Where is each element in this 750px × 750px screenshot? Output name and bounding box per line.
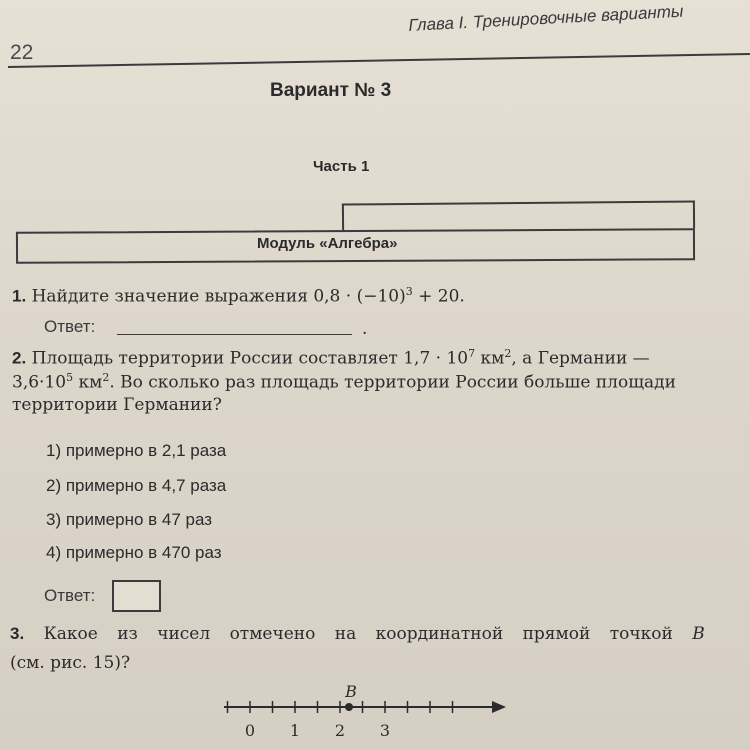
question-2-line-1: [12, 347, 650, 369]
question-1: [12, 285, 465, 307]
option-3[interactable]: 3) примерно в 47 раз: [46, 510, 213, 529]
header-rule: [8, 53, 750, 68]
text: , а Германии —: [511, 348, 650, 369]
question-text: Найдите значение выражения 0,8 · (−10): [31, 286, 406, 307]
chapter-header: Глава I. Тренировочные варианты: [408, 1, 684, 35]
answer-line[interactable]: [117, 334, 352, 335]
tick-label: 2: [334, 721, 346, 740]
tick-label: 0: [244, 721, 256, 740]
tick-label: 3: [379, 721, 391, 740]
exponent: 7: [468, 347, 476, 360]
exponent: 3: [405, 285, 413, 298]
text: км: [475, 348, 505, 369]
number-line-figure: [210, 680, 520, 750]
text: 3,6·10: [12, 372, 67, 393]
tick-label: 1: [289, 721, 301, 740]
question-2-line-2: [12, 371, 676, 393]
text: Какое из чисел отмечено на координатной прямой точкой: [43, 624, 673, 644]
exponent: 2: [504, 347, 512, 360]
text: км: [73, 372, 103, 393]
question-number: 3.: [10, 624, 25, 643]
exponent: 2: [102, 371, 110, 384]
answer-dot: .: [362, 319, 368, 339]
option-1[interactable]: 1) примерно в 2,1 раза: [46, 441, 227, 460]
page-number: 22: [10, 41, 34, 64]
answer-box[interactable]: [112, 580, 161, 612]
point-name: B: [692, 624, 705, 644]
question-3-line-1: [10, 624, 705, 644]
option-4[interactable]: 4) примерно в 470 раз: [46, 543, 222, 562]
module-title: Модуль «Алгебра»: [257, 235, 398, 252]
question-3-line-2: (см. рис. 15)?: [10, 653, 131, 673]
text: Площадь территории России составляет 1,7 · 10: [31, 348, 469, 369]
point-b-label: B: [345, 682, 357, 701]
part-title: Часть 1: [313, 158, 370, 175]
variant-title: Вариант № 3: [270, 80, 392, 101]
arrow-head-icon: [492, 701, 506, 713]
point-b: [345, 703, 353, 711]
question-text-tail: + 20.: [412, 286, 465, 307]
exponent: 5: [66, 371, 74, 384]
text: . Во сколько раз площадь территории России больше площади: [109, 372, 676, 393]
tick-labels-group: [245, 721, 390, 740]
option-2[interactable]: 2) примерно в 4,7 раза: [46, 476, 227, 495]
answer-label: Ответ:: [44, 317, 96, 336]
question-number: 2.: [12, 348, 27, 368]
question-number: 1.: [12, 286, 27, 306]
answer-label: Ответ:: [44, 586, 96, 605]
question-2-line-3: территории Германии?: [12, 395, 222, 415]
module-frame-top: [342, 200, 695, 231]
